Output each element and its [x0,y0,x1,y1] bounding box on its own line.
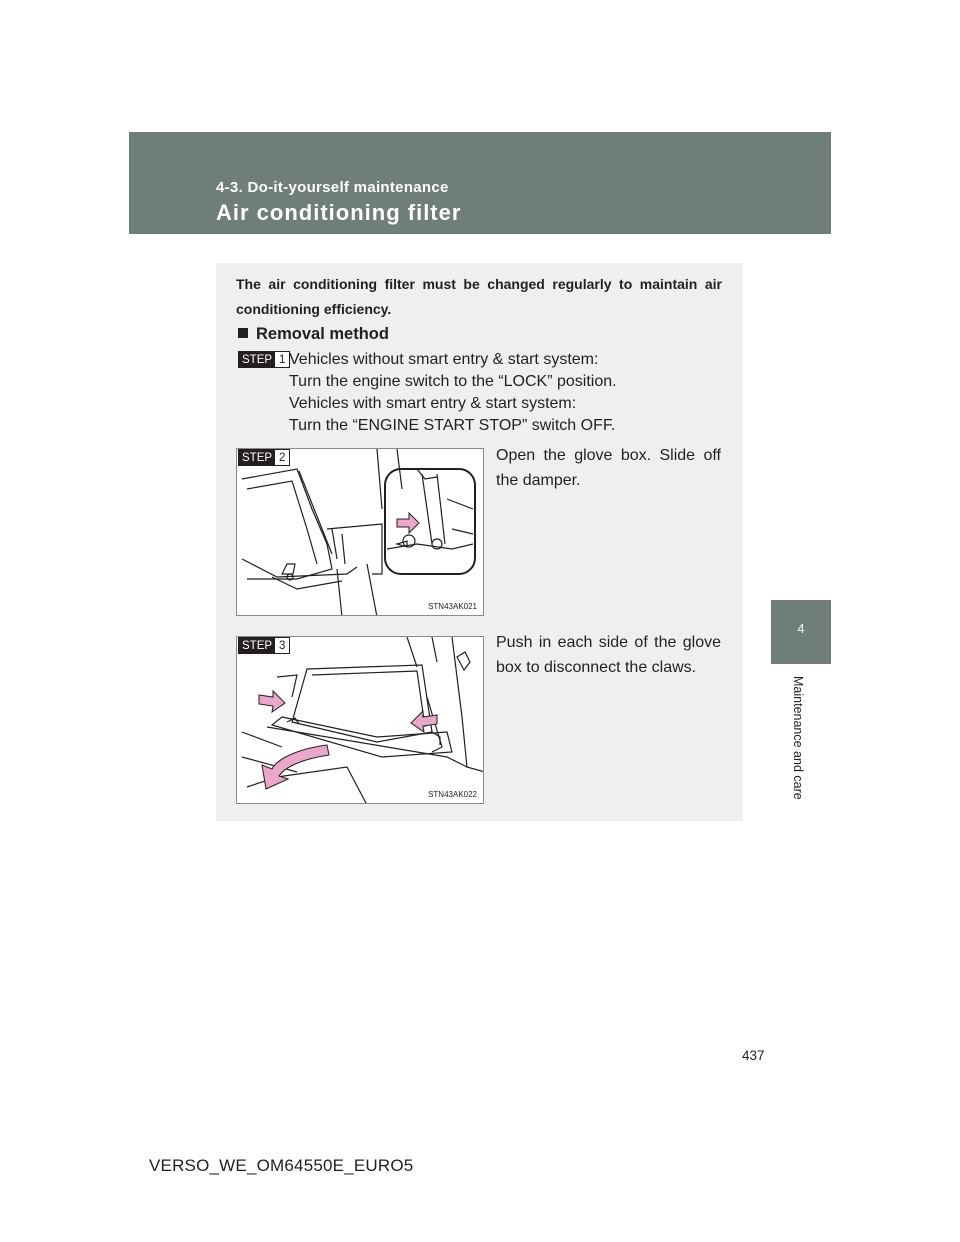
step-2-figure [236,448,484,616]
push-arrow-icon [259,691,285,712]
figure-code: STN43AK022 [428,790,477,799]
section-label: 4-3. Do-it-yourself maintenance [216,179,449,196]
step-2-badge [238,449,290,466]
chapter-label: Maintenance and care [791,676,805,800]
chapter-tab[interactable] [771,600,831,664]
subheading [238,325,389,344]
step-1-text [289,349,617,437]
step-word: STEP [239,352,275,367]
step-3-figure [236,636,484,804]
chapter-number: 4 [797,621,805,636]
glove-box-claws-illustration [237,637,484,804]
subheading-text: Removal method [256,325,389,343]
push-arrow-icon [411,711,437,732]
step-1-badge [238,351,290,368]
step-number: 1 [275,352,289,367]
step-word: STEP [239,638,275,653]
glove-box-damper-illustration [237,449,484,616]
step-3-text: Push in each side of the glove box to disconnect the claws. [496,634,721,676]
step-1-line: Vehicles with smart entry & start system: [289,395,577,412]
page-title: Air conditioning filter [216,200,462,225]
intro-text: The air conditioning filter must be changed regularly to maintain air conditioning efficiency. [236,276,722,317]
step-number: 3 [275,638,289,653]
document-code: VERSO_WE_OM64550E_EURO5 [149,1156,414,1175]
step-3-badge [238,637,290,654]
step-word: STEP [239,450,275,465]
step-2-text: Open the glove box. Slide off the damper. [496,447,721,489]
page-number: 437 [742,1048,765,1063]
open-arrow-icon [262,745,329,789]
step-1-line: Turn the “ENGINE START STOP” switch OFF. [289,417,616,434]
square-bullet-icon [238,328,248,338]
figure-code: STN43AK021 [428,602,477,611]
step-1-line: Vehicles without smart entry & start system: [289,351,599,368]
push-arrow-icon [397,513,419,533]
step-1-line: Turn the engine switch to the “LOCK” position. [289,373,617,390]
step-number: 2 [275,450,289,465]
